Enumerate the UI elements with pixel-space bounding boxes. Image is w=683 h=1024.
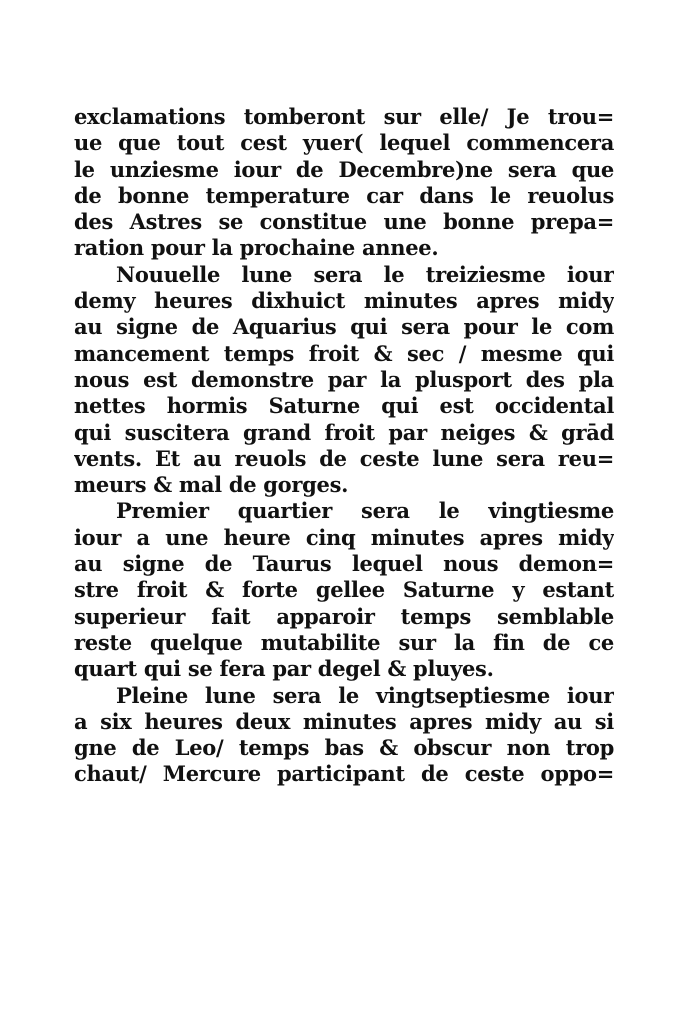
- text-line: Nouuelle lune sera le treiziesme iour: [116, 261, 614, 287]
- text-line: de bonne temperature car dans le reuolus: [74, 182, 614, 208]
- text-line: iour a une heure cinq minutes apres midy: [74, 524, 614, 550]
- text-line: qui suscitera grand froit par neiges & grād: [74, 419, 614, 445]
- text-line: ration pour la prochaine annee.: [74, 235, 439, 261]
- text-line: ue que tout cest yuer( lequel commencera: [74, 130, 614, 156]
- paragraph-1: [74, 104, 614, 262]
- text-line: meurs & mal de gorges.: [74, 472, 349, 498]
- text-line: a six heures deux minutes apres midy au si: [74, 708, 614, 734]
- text-line: superieur fait apparoir temps semblable: [74, 603, 614, 629]
- text-line: chaut/ Mercure participant de ceste oppo=: [74, 761, 614, 787]
- text-line: reste quelque mutabilite sur la fin de ce: [74, 629, 614, 655]
- text-line: nous est demonstre par la plusport des pla: [74, 366, 614, 392]
- text-line: Pleine lune sera le vingtseptiesme iour: [116, 682, 614, 708]
- text-line: Premier quartier sera le vingtiesme: [116, 498, 614, 524]
- text-line: nettes hormis Saturne qui est occidental: [74, 393, 614, 419]
- text-line: vents. Et au reuols de ceste lune sera reu=: [74, 445, 614, 471]
- printed-text-block: [74, 104, 614, 788]
- text-line: au signe de Taurus lequel nous demon=: [74, 551, 614, 577]
- text-line: gne de Leo/ temps bas & obscur non trop: [74, 735, 614, 761]
- text-line: mancement temps froit & sec / mesme qui: [74, 340, 614, 366]
- paragraph-4: [74, 683, 614, 788]
- text-line: stre froit & forte gellee Saturne y estant: [74, 577, 614, 603]
- text-line: le unziesme iour de Decembre)ne sera que: [74, 156, 614, 182]
- paragraph-3: [74, 498, 614, 682]
- text-line: au signe de Aquarius qui sera pour le com: [74, 314, 614, 340]
- text-line: exclamations tomberont sur elle/ Je trou=: [74, 104, 614, 129]
- text-line: demy heures dixhuict minutes apres midy: [74, 288, 614, 314]
- text-line: des Astres se constitue une bonne prepa=: [74, 209, 614, 235]
- text-line: quart qui se fera par degel & pluyes.: [74, 656, 494, 682]
- paragraph-2: [74, 262, 614, 499]
